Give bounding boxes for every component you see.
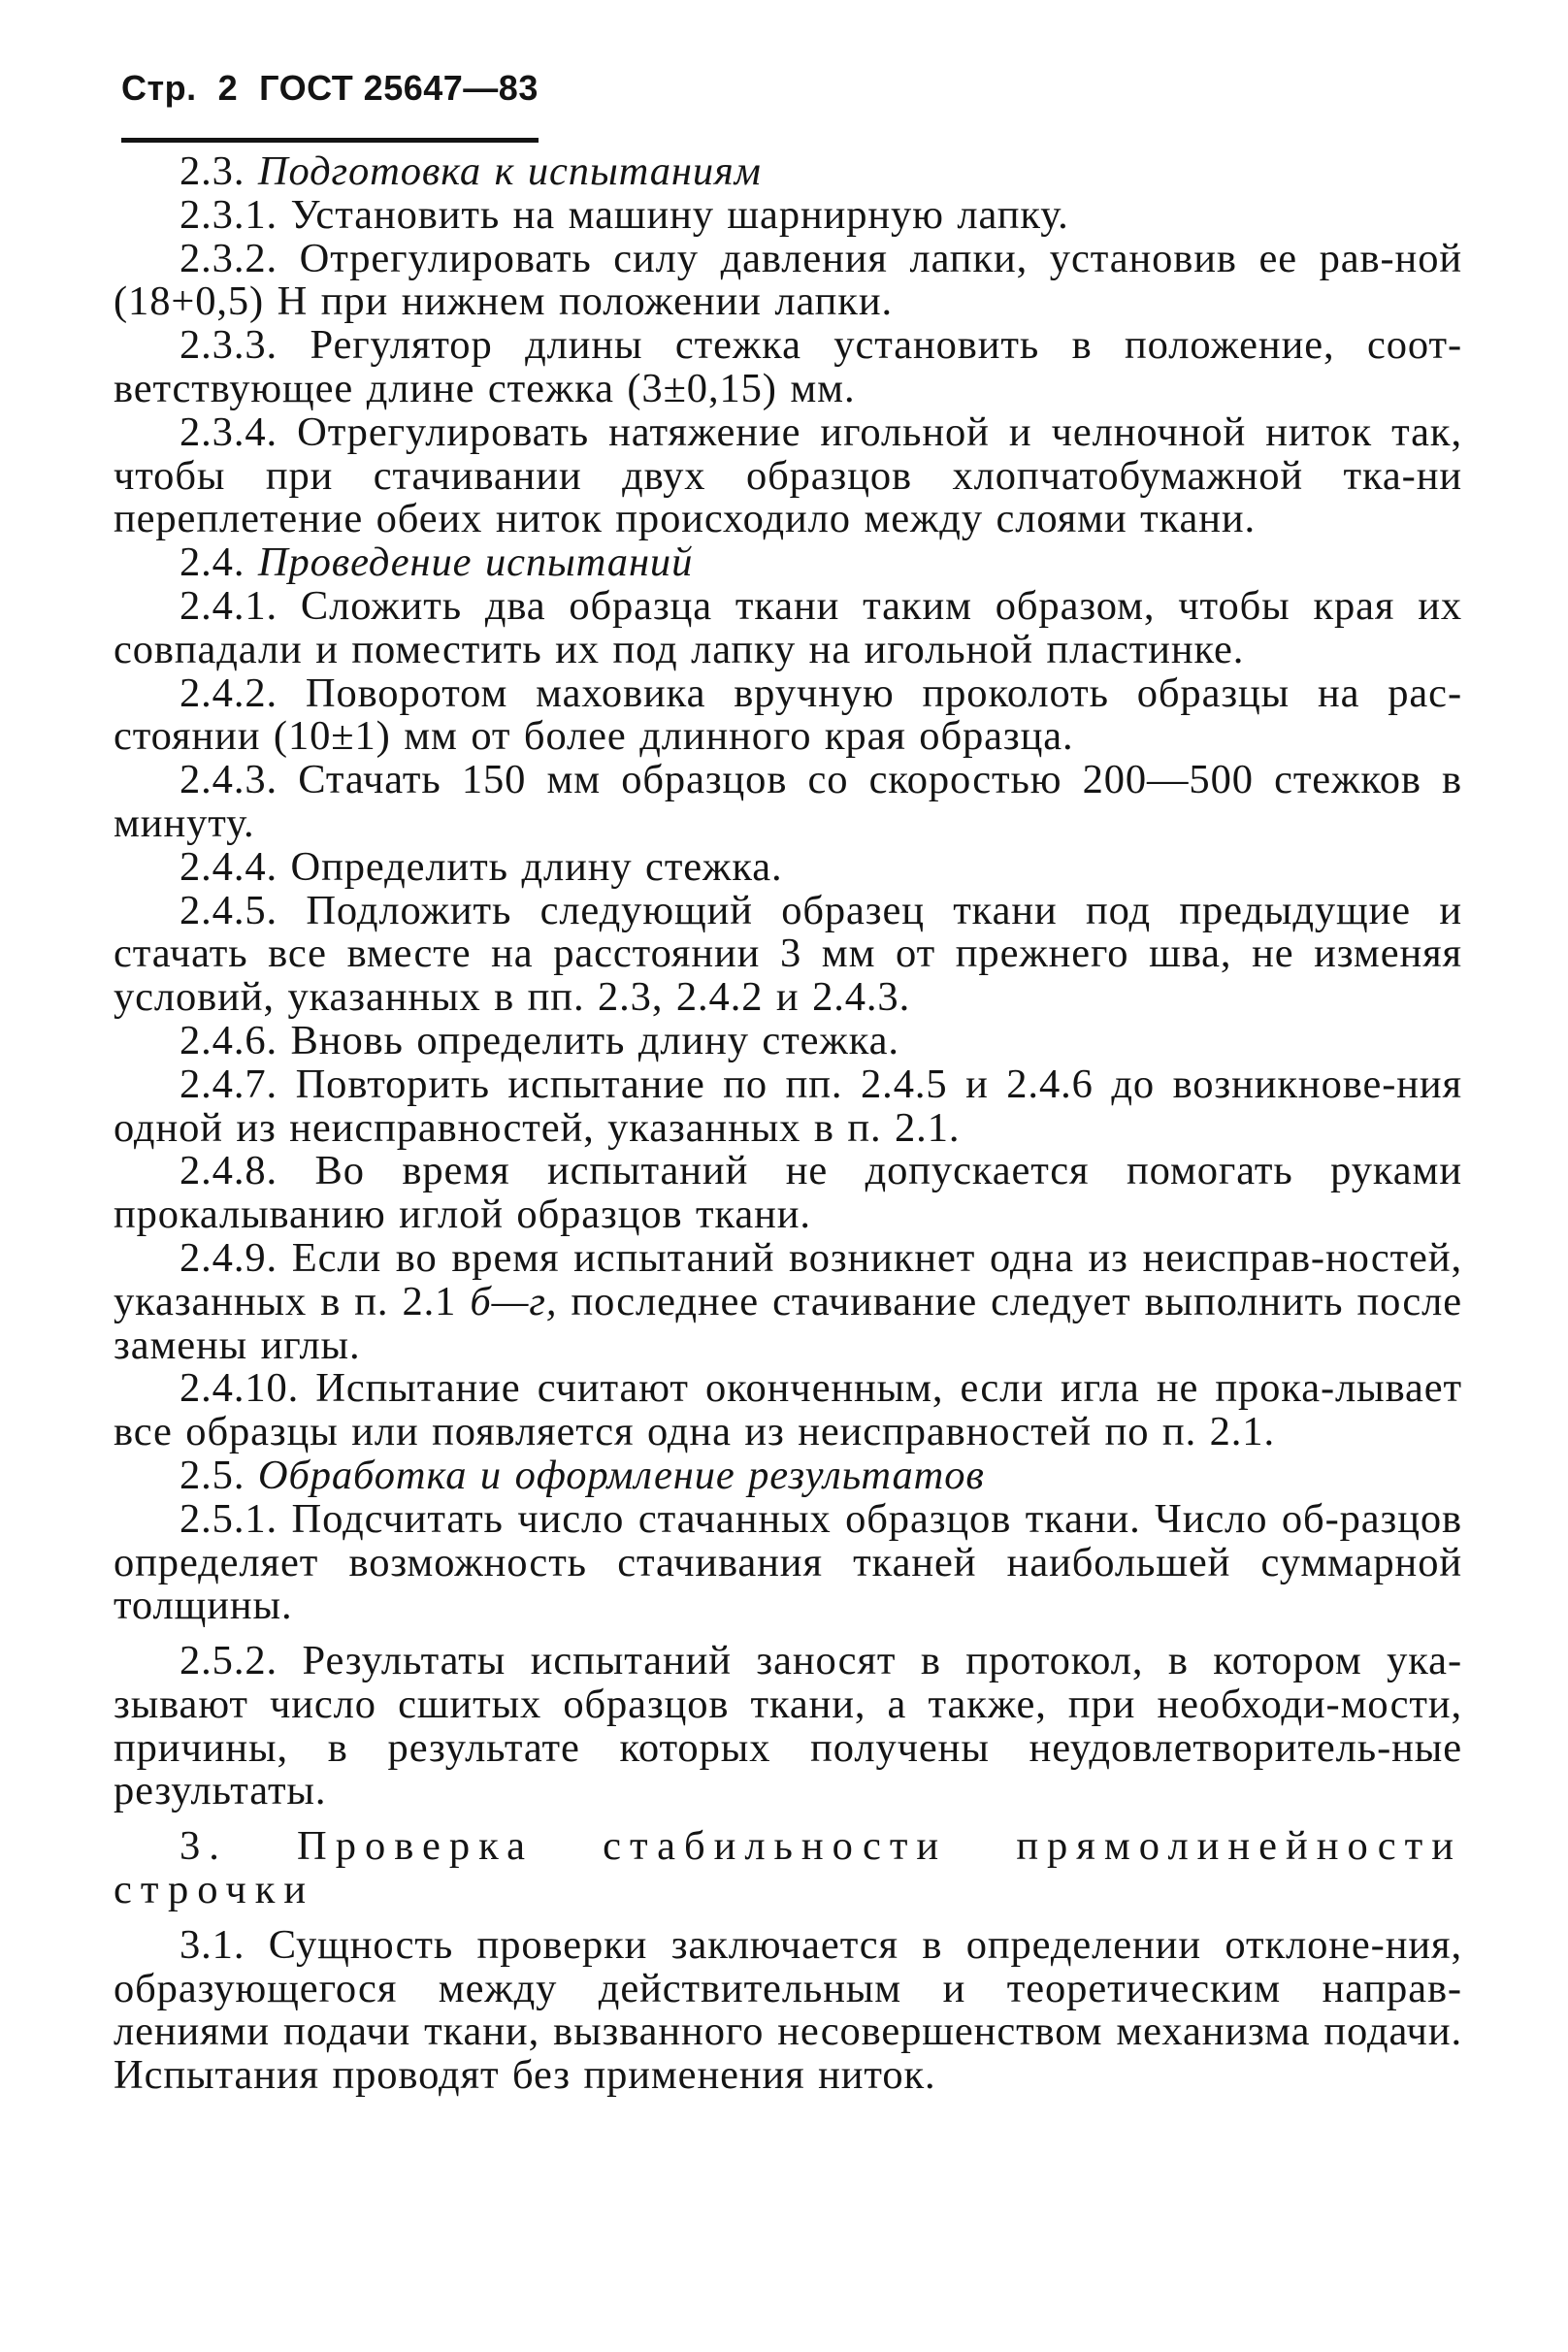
- paragraph: 2.3.1. Установить на машину шарнирную лапку.: [180, 191, 1069, 238]
- paragraph: 2.4.10. Испытание считают оконченным, если игла не прока-лывает все образцы или появляется одна из неисправностей по п. 2.1.: [114, 1365, 1462, 1455]
- section-heading-2-5: 2.5. Обработка и оформление результатов: [180, 1452, 985, 1498]
- paragraph: 2.4.2. Поворотом маховика вручную проколоть образцы на рас-стоянии (10±1) мм от более длинного края образца.: [114, 670, 1462, 760]
- paragraph: 2.4.1. Сложить два образца ткани таким образом, чтобы края их совпадали и поместить их под лапку на игольной пластинке.: [114, 582, 1462, 672]
- paragraph: 2.4.4. Определить длину стежка.: [180, 843, 783, 890]
- page-number: 2: [217, 68, 239, 108]
- section-heading-3: 3. Проверка стабильности прямолинейности: [180, 1823, 1462, 1870]
- paragraph: 2.3.4. Отрегулировать натяжение игольной и челночной ниток так, чтобы при стачивании двух образцов хлопчатобумажной тка-ни переплетение обеих ниток происходило между слоями ткани.: [114, 408, 1462, 542]
- section-title: Обработка и оформление результатов: [257, 1452, 985, 1498]
- paragraph: 2.5.1. Подсчитать число стачанных образцов ткани. Число об-разцов определяет возможность стачивания тканей наибольшей суммарной толщины.: [114, 1495, 1462, 1629]
- paragraph: 2.4.9. Если во время испытаний возникнет одна из неисправ-ностей, указанных в п. 2.1 б—г, последнее стачивание следует выполнить после замены иглы.: [114, 1234, 1462, 1368]
- paragraph: 2.4.7. Повторить испытание по пп. 2.4.5 и 2.4.6 до возникнове-ния одной из неисправностей, указанных в п. 2.1.: [114, 1061, 1462, 1151]
- paragraph: 2.4.8. Во время испытаний не допускается помогать руками прокалыванию иглой образцов ткани.: [114, 1148, 1462, 1238]
- section-heading-2-3: 2.3. Подготовка к испытаниям: [180, 148, 762, 194]
- section-title: Подготовка к испытаниям: [257, 148, 762, 194]
- section-heading-2-4: 2.4. Проведение испытаний: [180, 539, 694, 586]
- section-title: Проведение испытаний: [257, 539, 694, 586]
- paragraph: 2.4.5. Подложить следующий образец ткани под предыдущие и стачать все вместе на расстоянии 3 мм от прежнего шва, не изменяя условий, указанных в пп. 2.3, 2.4.2 и 2.4.3.: [114, 887, 1462, 1021]
- section-heading-3-tail: строчки: [114, 1867, 315, 1913]
- paragraph: 3.1. Сущность проверки заключается в определении отклоне-ния, образующегося между действительным и теоретическим направ-лениями подачи ткани, вызванного несовершенством механизма подачи. Испытания проводят без применения ниток.: [114, 1921, 1462, 2099]
- paragraph: 2.4.6. Вновь определить длину стежка.: [180, 1017, 899, 1063]
- standard-number: ГОСТ 25647—83: [259, 68, 539, 108]
- document-body: [114, 150, 1462, 2098]
- page-header: [121, 68, 539, 109]
- page-label: Стр.: [121, 68, 197, 108]
- paragraph: 2.4.3. Стачать 150 мм образцов со скоростью 200—500 стежков в минуту.: [114, 757, 1462, 846]
- paragraph: 2.3.3. Регулятор длины стежка установить в положение, соот-ветствующее длине стежка (3±0,15) мм.: [114, 322, 1462, 411]
- paragraph: 2.5.2. Результаты испытаний заносят в протокол, в котором ука-зывают число сшитых образцов ткани, а также, при необходи-мости, причины, в результате которых получены неудовлетворитель-ные результаты.: [114, 1638, 1462, 1814]
- paragraph: 2.3.2. Отрегулировать силу давления лапки, установив ее рав-ной (18+0,5) Н при нижнем положении лапки.: [114, 235, 1462, 325]
- header-rule: [121, 138, 539, 143]
